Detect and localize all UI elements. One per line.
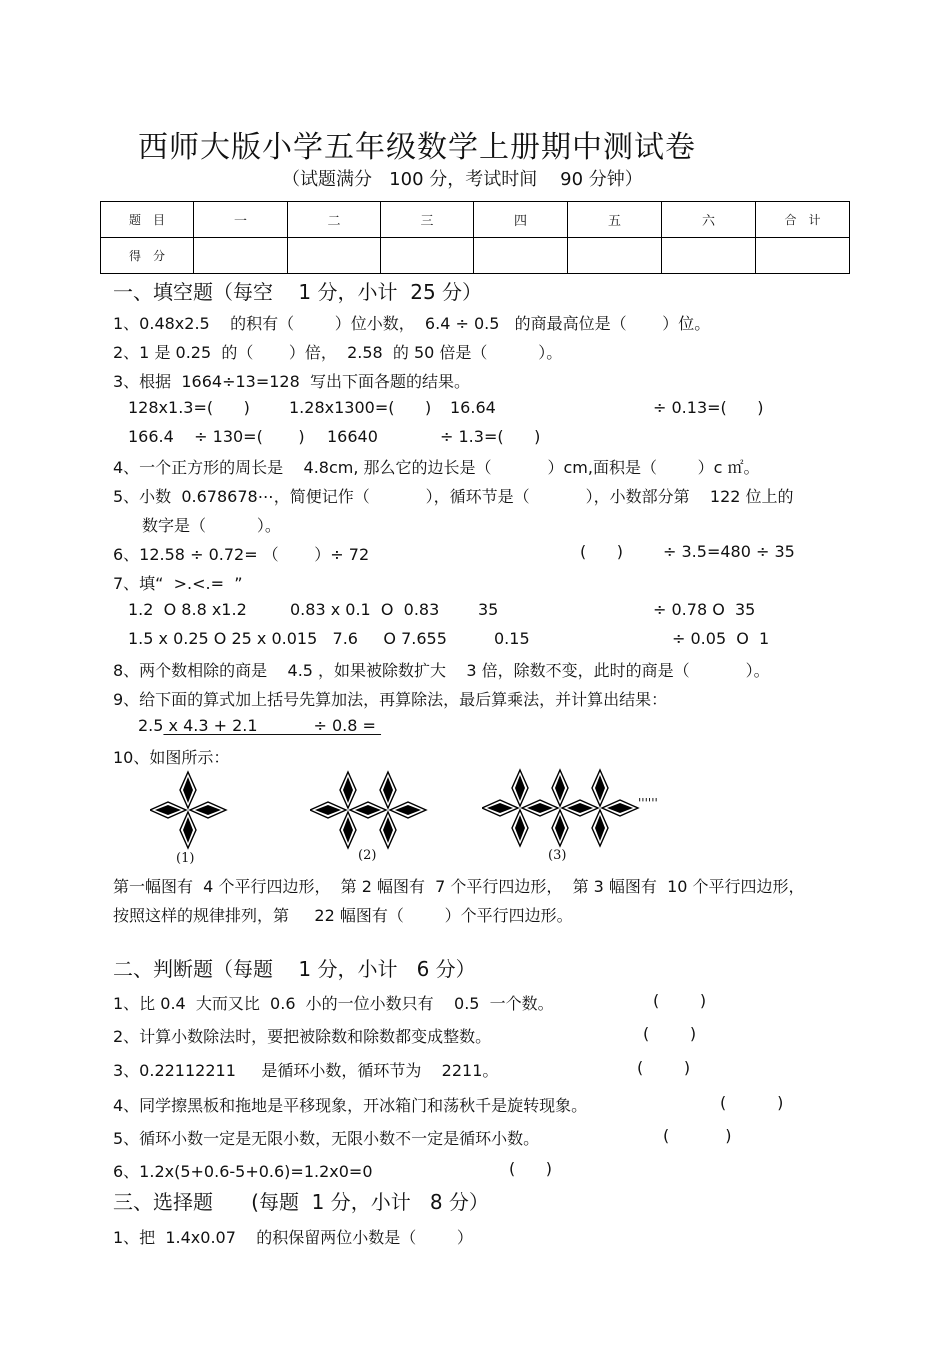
- question-line: 1、0.48x2.5 的积有（ ）位小数， 6.4 ÷ 0.5 的商最高位是（ ）位。: [113, 314, 711, 333]
- question-line: ÷ 0.78 O 35: [653, 600, 756, 619]
- question-line: 3、根据 1664÷13=128 写出下面各题的结果。: [113, 372, 470, 391]
- answer-blank[interactable]: ( ): [720, 1093, 784, 1112]
- diamond-flower: [150, 772, 226, 848]
- score-input-cell[interactable]: [568, 238, 662, 274]
- question-line: 1.2 O 8.8 x1.2: [128, 600, 247, 619]
- question-line: ÷ 0.05 O 1: [672, 629, 770, 648]
- question-line: 8、两个数相除的商是 4.5 ，如果被除数扩大 3 倍，除数不变，此时的商是（ ）。: [113, 661, 770, 680]
- question-line: 1、把 1.4x0.07 的积保留两位小数是（ ）: [113, 1228, 473, 1247]
- answer-blank[interactable]: ( ): [643, 1024, 697, 1043]
- expression-part: x 4.3 + 2.1 ÷ 0.8 =: [163, 716, 382, 735]
- score-input-cell[interactable]: [381, 238, 474, 274]
- score-table-cell: 三: [381, 202, 474, 238]
- score-table-cell: 一: [194, 202, 288, 238]
- judgement-item: 2、计算小数除法时，要把被除数和除数都变成整数。: [113, 1027, 492, 1046]
- question-line: 6、12.58 ÷ 0.72= （ ）÷ 72: [113, 545, 370, 564]
- question-line: 7、填“ >.<.= ”: [113, 574, 243, 593]
- answer-blank[interactable]: ( ): [637, 1058, 691, 1077]
- score-table-score-row: [101, 238, 850, 274]
- diamond-flower: [310, 772, 386, 848]
- pattern-figure-3: [482, 768, 642, 850]
- answer-blank[interactable]: ( ): [509, 1159, 552, 1178]
- question-line: 35: [478, 600, 499, 619]
- question-line: 128x1.3=( ): [128, 398, 250, 417]
- score-table-cell: 合 计: [756, 202, 850, 238]
- section-heading: 一、填空题（每空 1 分，小计 25 分）: [113, 280, 483, 304]
- question-line: 1.5 x 0.25 O 25 x 0.015 7.6 O 7.655: [128, 629, 447, 648]
- question-line: ( ): [580, 542, 623, 561]
- question-line: 按照这样的规律排列，第 22 幅图有（ ）个平行四边形。: [113, 906, 573, 925]
- pattern-figure-2: [310, 770, 432, 850]
- question-line: 16.64: [450, 398, 496, 417]
- question-line: 166.4 ÷ 130=( ): [128, 427, 305, 446]
- judgement-item: 5、循环小数一定是无限小数，无限小数不一定是循环小数。: [113, 1129, 540, 1148]
- question-line: 数字是（ ）。: [142, 516, 281, 535]
- question-line: 4、一个正方形的周长是 4.8cm, 那么它的边长是（ ）cm,面积是（ ）c ㎡。: [113, 458, 760, 477]
- figure-ellipsis: '''''': [638, 796, 658, 810]
- figure-label: (3): [548, 848, 567, 863]
- score-table-cell: 得 分: [101, 238, 194, 274]
- answer-blank[interactable]: ( ): [653, 991, 707, 1010]
- score-input-cell[interactable]: [288, 238, 381, 274]
- score-table-cell: 二: [288, 202, 381, 238]
- figure-label: (1): [176, 851, 195, 866]
- score-input-cell[interactable]: [662, 238, 756, 274]
- expression-part: 2.5: [138, 716, 164, 735]
- question-line: 10、如图所示：: [113, 748, 230, 767]
- judgement-item: 1、比 0.4 大而又比 0.6 小的一位小数只有 0.5 一个数。: [113, 994, 554, 1013]
- section-heading: 三、选择题 (每题 1 分，小计 8 分）: [113, 1190, 489, 1214]
- question-line: 9、给下面的算式加上括号先算加法，再算除法，最后算乘法，并计算出结果：: [113, 690, 668, 709]
- diamond-flower: [482, 770, 558, 846]
- question-line: 第一幅图有 4 个平行四边形， 第 2 幅图有 7 个平行四边形， 第 3 幅图有 10 个平行四边形，: [113, 877, 805, 896]
- question-line: 0.15: [494, 629, 530, 648]
- question-line: ÷ 3.5=480 ÷ 35: [663, 542, 795, 561]
- pattern-figure-1: [150, 770, 230, 850]
- question-line: 16640: [327, 427, 378, 446]
- question-line: ÷ 1.3=( ): [440, 427, 541, 446]
- score-input-cell[interactable]: [474, 238, 568, 274]
- question-line: 5、小数 0.678678⋯，简便记作（ ），循环节是（ ），小数部分第 122 位上的: [113, 487, 794, 506]
- judgement-item: 4、同学擦黑板和拖地是平移现象，开冰箱门和荡秋千是旋转现象。: [113, 1096, 588, 1115]
- score-table-cell: 题 目: [101, 202, 194, 238]
- score-input-cell[interactable]: [194, 238, 288, 274]
- question-line: 1.28x1300=( ): [289, 398, 432, 417]
- question-expression: [138, 716, 381, 735]
- judgement-item: 6、1.2x(5+0.6-5+0.6)=1.2x0=0: [113, 1162, 373, 1181]
- score-table: [100, 201, 850, 274]
- score-table-cell: 六: [662, 202, 756, 238]
- score-input-cell[interactable]: [756, 238, 850, 274]
- score-table-cell: 五: [568, 202, 662, 238]
- judgement-item: 3、0.22112211 是循环小数，循环节为 2211。: [113, 1061, 499, 1080]
- figure-label: (2): [358, 848, 377, 863]
- score-table-cell: 四: [474, 202, 568, 238]
- question-line: 2、1 是 0.25 的（ ）倍， 2.58 的 50 倍是（ ）。: [113, 343, 563, 362]
- page-title: 西师大版小学五年级数学上册期中测试卷: [138, 130, 696, 165]
- question-line: ÷ 0.13=( ): [653, 398, 764, 417]
- page-subtitle: （试题满分 100 分，考试时间 90 分钟）: [282, 169, 643, 190]
- score-table-header-row: [101, 202, 850, 238]
- section-heading: 二、判断题（每题 1 分，小计 6 分）: [113, 957, 476, 981]
- answer-blank[interactable]: ( ): [663, 1126, 732, 1145]
- question-line: 0.83 x 0.1 O 0.83: [290, 600, 440, 619]
